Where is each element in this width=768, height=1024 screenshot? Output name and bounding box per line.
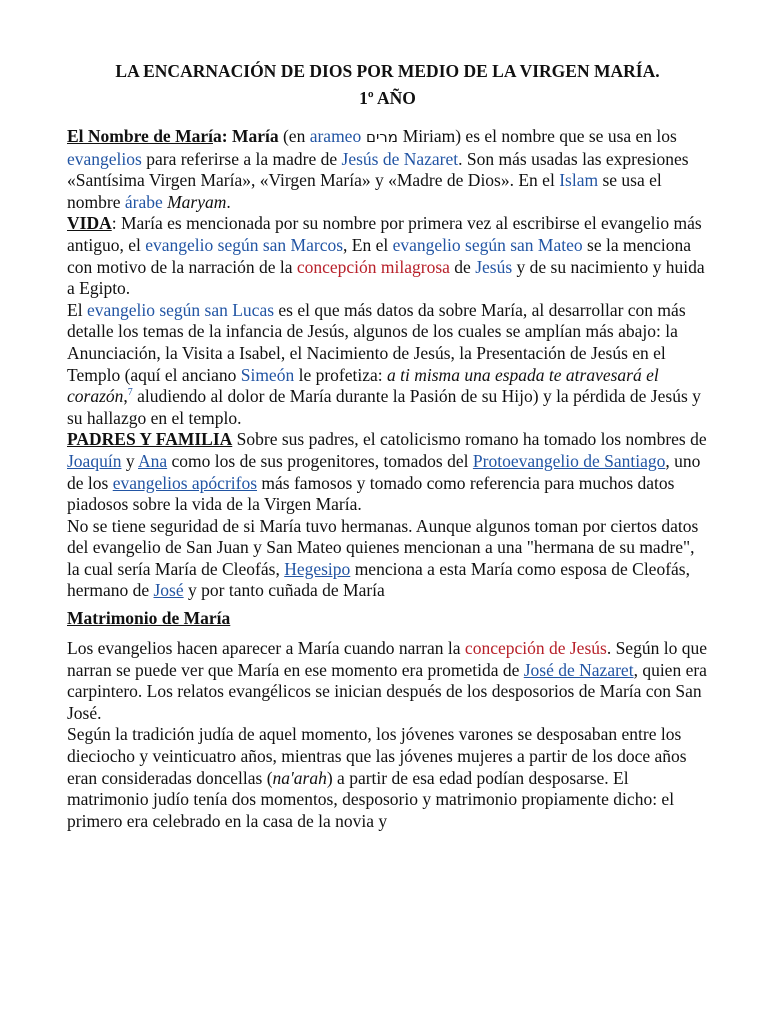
text-run: Miriam) es el nombre que se usa en los (402, 126, 677, 146)
footnote-ref[interactable]: 7 (127, 387, 133, 399)
hebrew-name: מרים (361, 128, 403, 146)
text-run: y de su nacimiento y huida a Egipto. (67, 256, 705, 299)
link-concepcion-milagrosa[interactable]: concepción milagrosa (296, 256, 450, 277)
link-ana[interactable]: Ana (138, 450, 168, 471)
link-evangelio-lucas[interactable]: evangelio según san Lucas (86, 299, 275, 320)
text-run: y por tanto cuñada de María (183, 580, 385, 601)
link-simeon[interactable]: Simeón (240, 364, 295, 385)
link-evangelios-apocrifos[interactable]: evangelios apócrifos (112, 472, 258, 493)
text-run: menciona a esta María como esposa de Cleofás, hermano de (67, 558, 690, 601)
text-run: se usa el nombre (67, 170, 662, 212)
text-run: como los de sus progenitores, tomados del (167, 450, 473, 471)
link-hegesipo[interactable]: Hegesipo (284, 558, 351, 579)
title-line-2: 1º AÑO (359, 88, 416, 108)
paragraph-vida (67, 213, 708, 299)
heading-padres-familia: PADRES Y FAMILIA (67, 429, 233, 450)
link-jose[interactable]: José (153, 580, 184, 601)
link-jesus[interactable]: Jesús (475, 256, 513, 277)
link-protoevangelio[interactable]: Protoevangelio de Santiago (472, 450, 666, 471)
paragraph-hermanas (67, 516, 708, 602)
text-run: , (123, 386, 128, 407)
paragraph-tradicion (67, 724, 708, 832)
text-run: Sobre sus padres, el catolicismo romano ha tomado los nombres de (232, 429, 707, 450)
text-run: El (67, 299, 87, 320)
paragraph-nombre (67, 126, 708, 213)
text-run: Los evangelios hacen aparecer a María cuando narran la (67, 638, 465, 659)
text-run: No se tiene seguridad de si María tuvo hermanas. Aunque algunos toman por ciertos datos del evangelio de San Juan y San Mateo quienes mencionan a una "hermana de su madre", la cual sería María de Cleofás, (67, 515, 699, 579)
heading-el-nombre: El Nombre de Marí (67, 126, 213, 146)
text-run: de (449, 256, 476, 277)
title-line-1: LA ENCARNACIÓN DE DIOS POR MEDIO DE LA VIRGEN MARÍA. (115, 61, 660, 81)
link-jesus-de-nazaret[interactable]: Jesús de Nazaret (341, 148, 459, 169)
term-naarah: na'arah (272, 767, 327, 788)
text-run: . Son más usadas las expresiones «Santísima Virgen María», «Virgen María» y «Madre de Dios». En el (67, 148, 689, 191)
heading-matrimonio: Matrimonio de María (67, 608, 231, 629)
text-run: . (226, 191, 231, 212)
link-arameo[interactable]: arameo (309, 126, 362, 146)
document-title (67, 58, 708, 112)
text-run: es el que más datos da sobre María, al desarrollar con más detalle los temas de la infancia de Jesús, algunos de los cuales se amplían más abajo: la Anunciación, la Visita a Isabel, el Nacimiento de Jesús, la Presentación de Jesús en el Templo (aquí el anciano (67, 299, 686, 385)
text-run: . Según lo que narran se puede ver que María en ese momento era prometida de (67, 638, 707, 680)
paragraph-matrimonio (67, 638, 708, 724)
text-run: , quien era carpintero. Los relatos evangélicos se inician después de los desposorios de María con San José. (67, 659, 707, 723)
link-islam[interactable]: Islam (559, 170, 599, 191)
text-run: , uno de los (67, 450, 701, 493)
text-run: Según la tradición judía de aquel momento, los jóvenes varones se desposaban entre los dieciocho y veinticuatro años, mientras que las jóvenes mujeres a partir de los doce años eran consideradas doncellas ( (67, 724, 687, 788)
link-jose-de-nazaret[interactable]: José de Nazaret (523, 659, 634, 680)
text-run: ) a partir de esa edad podían desposarse. El matrimonio judío tenía dos momentos, desposorio y matrimonio propiamente dicho: el primero era celebrado en la casa de la novia y (67, 767, 675, 831)
link-concepcion-de-jesus[interactable]: concepción de Jesús (464, 638, 607, 659)
quote-espada: a ti misma una espada te atravesará el corazón (67, 364, 659, 407)
text-run: : María es mencionada por su nombre por primera vez al escribirse el evangelio más antiguo, el (67, 213, 702, 255)
text-run: le profetiza: (294, 364, 388, 385)
heading-el-nombre-end: a: (212, 126, 228, 146)
text-run: más famosos y tomado como referencia para muchos datos piadosos sobre la vida de la Virgen María. (67, 472, 675, 515)
heading-vida: VIDA (67, 213, 112, 234)
text-run: para referirse a la madre de (141, 148, 342, 169)
link-evangelio-marcos[interactable]: evangelio según san Marcos (145, 234, 344, 255)
link-arabe[interactable]: árabe (124, 191, 163, 212)
paragraph-lucas (67, 300, 708, 430)
link-joaquin[interactable]: Joaquín (67, 450, 122, 471)
text-run: aludiendo al dolor de María durante la Pasión de su Hijo) y la pérdida de Jesús y su hallazgo en el templo. (67, 386, 701, 428)
text-run: y (121, 450, 138, 471)
name-maria: María (231, 126, 279, 146)
text-run: , En el (343, 234, 393, 255)
link-evangelios[interactable]: evangelios (67, 148, 142, 169)
name-maryam: Maryam (167, 191, 227, 212)
text-run: (en (278, 126, 310, 146)
text-run: se la menciona con motivo de la narración de la (67, 234, 691, 277)
link-evangelio-mateo[interactable]: evangelio según san Mateo (392, 234, 583, 255)
paragraph-padres (67, 429, 708, 515)
